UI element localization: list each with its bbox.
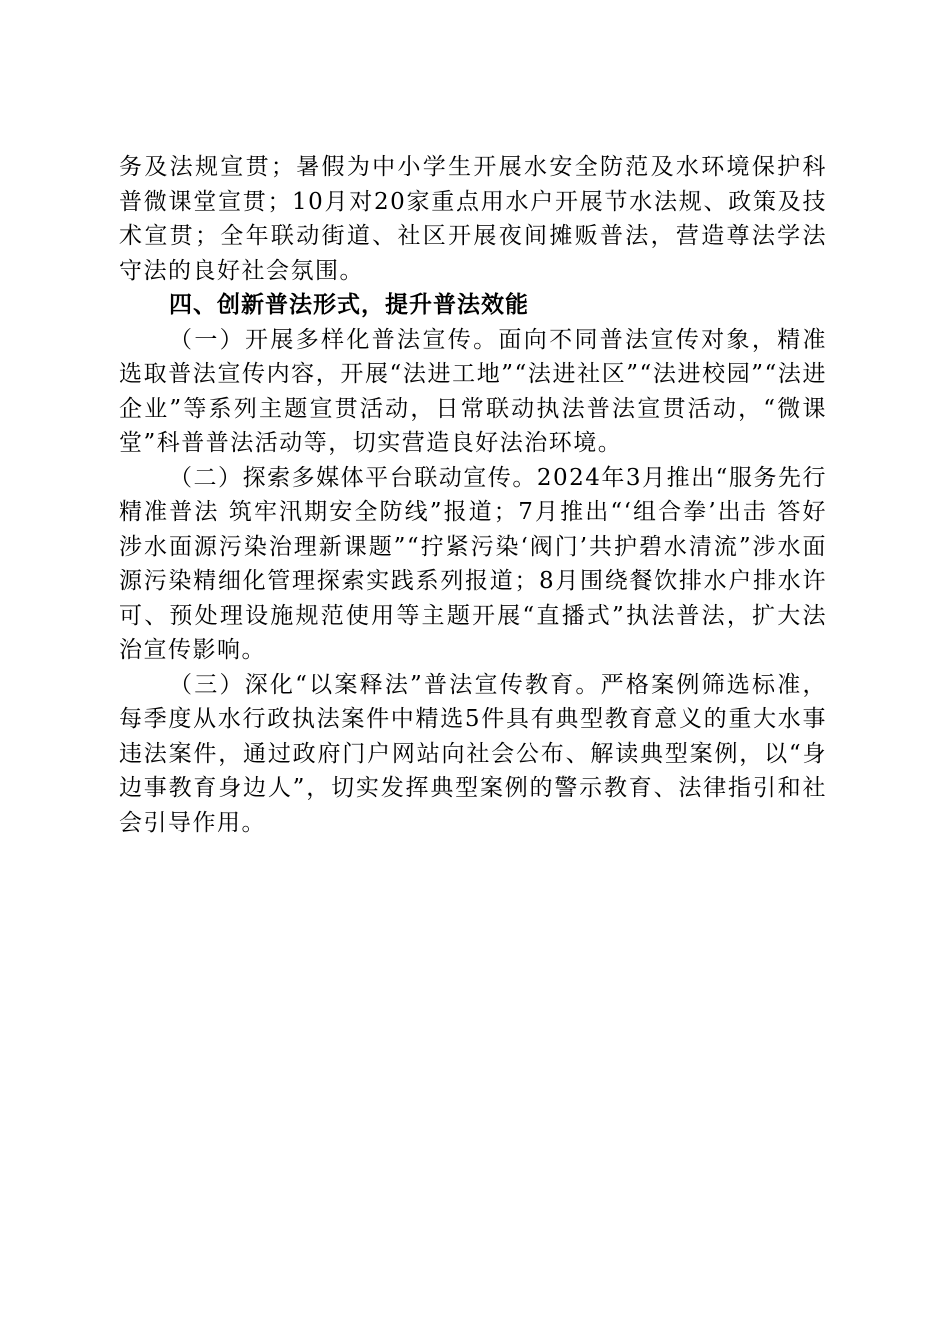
document-body [119, 150, 827, 840]
paragraph-multimedia-publicity: （二）探索多媒体平台联动宣传。2024年3月推出“服务先行精准普法 筑牢汛期安全防线”报道；7月推出“‘组合拳’出击 答好涉水面源污染治理新课题”“拧紧污染‘阀门’共护碧水清流”涉水面源污染精细化管理探索实践系列报道；8月围绕餐饮排水户排水许可、预处理设施规范使用等主题开展“直播式”执法普法，扩大法治宣传影响。 [119, 464, 827, 663]
paragraph-diversified-publicity: （一）开展多样化普法宣传。面向不同普法宣传对象，精准选取普法宣传内容，开展“法进工地”“法进社区”“法进校园”“法进企业”等系列主题宣贯活动，日常联动执法普法宣贯活动，“微课堂”科普普法活动等，切实营造良好法治环境。 [119, 326, 827, 456]
continued-paragraph: 务及法规宣贯；暑假为中小学生开展水安全防范及水环境保护科普微课堂宣贯；10月对20家重点用水户开展节水法规、政策及技术宣贯；全年联动街道、社区开展夜间摊贩普法，营造尊法学法守法的良好社会氛围。 [119, 154, 827, 284]
paragraph-case-based-education: （三）深化“以案释法”普法宣传教育。严格案例筛选标准，每季度从水行政执法案件中精选5件具有典型教育意义的重大水事违法案件，通过政府门户网站向社会公布、解读典型案例，以“身边事教育身边人”，切实发挥典型案例的警示教育、法律指引和社会引导作用。 [119, 671, 827, 836]
section-heading: 四、创新普法形式，提升普法效能 [169, 292, 529, 318]
